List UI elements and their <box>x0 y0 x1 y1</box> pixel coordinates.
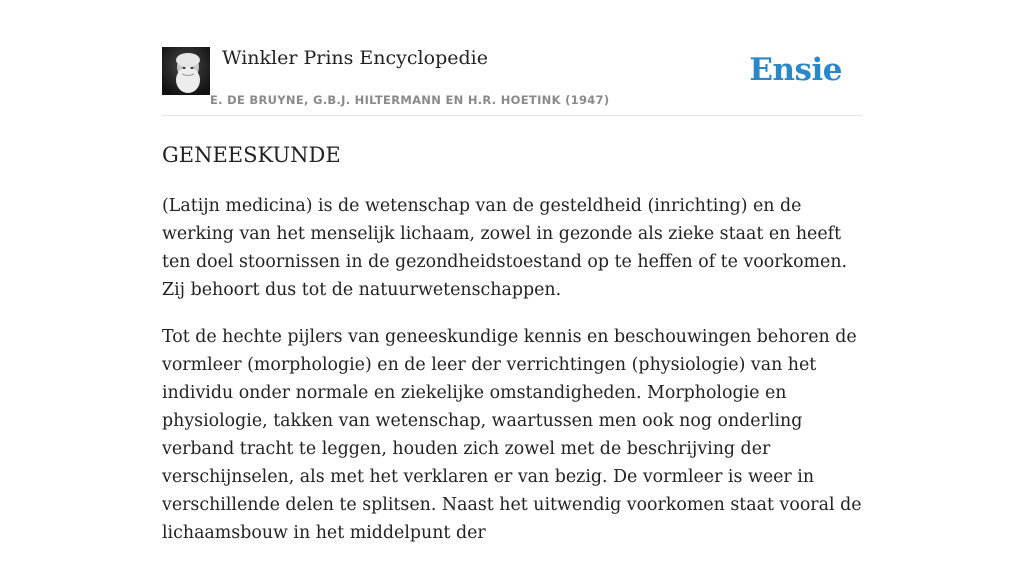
author-avatar[interactable] <box>162 47 210 95</box>
header <box>162 46 862 116</box>
encyclopedia-title[interactable]: Winkler Prins Encyclopedie <box>222 47 488 69</box>
article-body <box>162 192 862 566</box>
authors-line: E. DE BRUYNE, G.B.J. HILTERMANN EN H.R. HOETINK (1947) <box>210 93 610 107</box>
article-title: GENEESKUNDE <box>162 143 341 167</box>
article-paragraph: Tot de hechte pijlers van geneeskundige kennis en beschouwingen behoren de vormleer (morphologie) en de leer der verrichtingen (physiologie) van het individu onder normale en ziekelijke omstandigheden. Morphologie en physiologie, takken van wetenschap, waartussen men ook nog onderling verband tracht te leggen, houden zich zowel met de beschrijving der verschijnselen, als met het verklaren er van bezig. De vormleer is weer in verschillende delen te splitsen. Naast het uitwendig voorkomen staat vooral de lichaamsbouw in het middelpunt der <box>162 327 862 543</box>
author-portrait-icon <box>162 47 210 95</box>
ensie-logo[interactable]: Ensie <box>749 52 842 88</box>
article-paragraph: (Latijn medicina) is de wetenschap van de gesteldheid (inrichting) en de werking van het menselijk lichaam, zowel in gezonde als zieke staat en heeft ten doel stoornissen in de gezondheidstoestand op te heffen of te voorkomen. Zij behoort dus tot de natuurwetenschappen. <box>162 196 848 300</box>
